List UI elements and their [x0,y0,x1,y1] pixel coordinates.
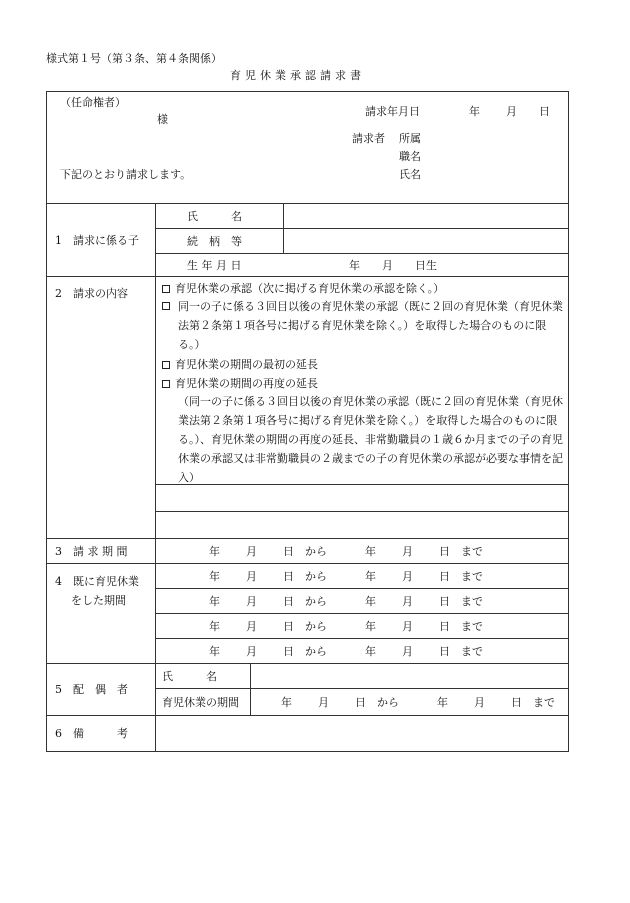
request-period-row[interactable]: 年 月 日 から 年 月 日 まで [209,545,483,558]
remarks-field[interactable] [160,719,564,748]
past-period-row[interactable]: 年 月 日 から 年 月 日 まで [209,645,483,658]
option-second-extension[interactable]: 育児休業の期間の再度の延長 [162,378,318,389]
section5-label: 5 配 偶 者 [55,683,128,696]
past-period-row[interactable]: 年 月 日 から 年 月 日 まで [209,595,483,608]
child-birth-value: 年 月 日生 [349,259,437,272]
section4-label-line2: をした期間 [71,594,126,607]
honorific: 様 [157,113,168,126]
affiliation-field[interactable] [428,128,558,144]
spouse-name-field[interactable] [255,666,564,685]
appointer-label: （任命権者） [60,96,126,109]
circumstance-field-1[interactable] [160,487,564,508]
spouse-name-label: 氏 名 [162,670,217,683]
name-label: 氏名 [399,168,421,181]
date-month: 月 [506,105,517,118]
date-day: 日 [539,105,550,118]
section4-label-line1: 4 既に育児休業 [55,575,139,588]
child-relation-label: 続 柄 等 [187,235,242,248]
option-approval[interactable]: 育児休業の承認（次に掲げる育児休業の承認を除く。） [162,283,444,294]
past-period-row[interactable]: 年 月 日 から 年 月 日 まで [209,570,483,583]
child-birth-label: 生 年 月 日 [187,259,242,272]
page-title: 育児休業承認請求書 [230,69,365,82]
checkbox[interactable] [162,380,170,388]
requester-label: 請求者 [352,132,385,145]
section2-label: 2 請求の内容 [55,287,128,300]
checkbox[interactable] [162,302,170,310]
option-third-approval: 同一の子に係る３回目以後の育児休業の承認（既に２回の育児休業（育児休業法第２条第１項各号に掲げる育児休業を除く。）を取得した場合のものに限る。） [178,300,563,351]
section6-label: 6 備 考 [55,727,128,740]
checkbox[interactable] [162,361,170,369]
child-name-label: 氏 名 [187,210,242,223]
circumstance-field-2[interactable] [160,514,564,535]
request-date-label: 請求年月日 [365,105,420,118]
request-statement: 下記のとおり請求します。 [60,168,192,181]
position-field[interactable] [428,146,558,162]
affiliation-label: 所属 [399,132,421,145]
past-period-row[interactable]: 年 月 日 から 年 月 日 まで [209,620,483,633]
checkbox[interactable] [162,285,170,293]
spouse-period-row[interactable]: 年 月 日 から 年 月 日 まで [281,696,555,709]
position-label: 職名 [399,150,421,163]
date-year: 年 [469,105,480,118]
circumstance-note: （同一の子に係る３回目以後の育児休業の承認（既に２回の育児休業（育児休業法第２条第１項各号に掲げる育児休業を除く。）を取得した場合のものに限る。）、育児休業の期間の再度の延長、非常勤職員の１歳６か月までの子の育児休業の承認又は非常勤職員の２歳までの子の育児休業の承認が必要な事情を記入） [178,395,563,484]
name-field[interactable] [428,164,558,180]
child-relation-field[interactable] [288,231,564,250]
section3-label: 3 請 求 期 間 [55,545,128,558]
section1-label: 1 請求に係る子 [55,234,139,247]
form-number: 様式第１号（第３条、第４条関係） [46,52,222,65]
child-name-field[interactable] [288,206,564,225]
option-first-extension[interactable]: 育児休業の期間の最初の延長 [162,359,318,370]
spouse-period-label: 育児休業の期間 [162,696,239,709]
